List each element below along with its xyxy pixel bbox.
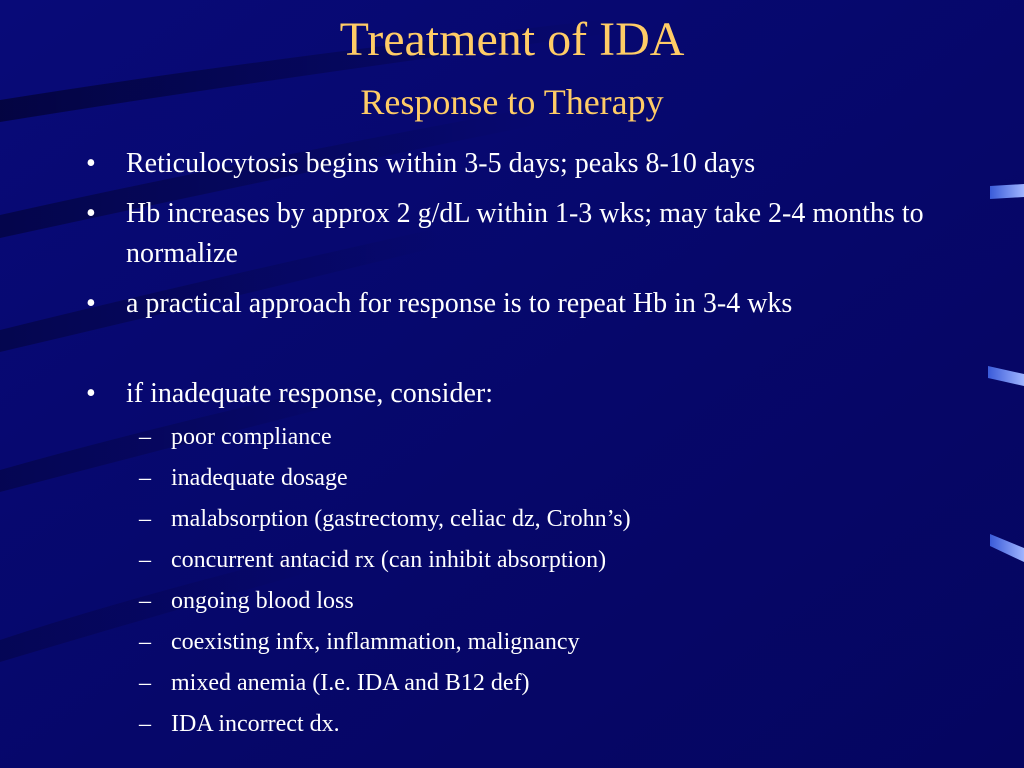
bullet-marker: • <box>86 378 96 409</box>
dash-marker: – <box>139 547 151 573</box>
sub-bullet-text: IDA incorrect dx. <box>171 711 340 737</box>
bullet-item <box>86 194 946 274</box>
sub-bullet-item <box>139 585 931 617</box>
sub-bullet-item <box>139 503 931 535</box>
dash-marker: – <box>139 629 151 655</box>
sub-bullet-text: coexisting infx, inflammation, malignancy <box>171 629 580 655</box>
sub-bullet-item <box>139 462 931 494</box>
dash-marker: – <box>139 424 151 450</box>
dash-marker: – <box>139 506 151 532</box>
dash-marker: – <box>139 670 151 696</box>
bullet-text: Reticulocytosis begins within 3-5 days; peaks 8-10 days <box>126 148 756 179</box>
bullet-text: a practical approach for response is to repeat Hb in 3-4 wks <box>126 288 793 319</box>
sub-bullet-item <box>139 626 931 658</box>
sub-bullet-text: ongoing blood loss <box>171 588 354 614</box>
slide-subtitle: Response to Therapy <box>360 82 664 122</box>
sub-bullet-item <box>139 708 931 740</box>
bullet-marker: • <box>86 288 96 319</box>
slide-title: Treatment of IDA <box>339 13 685 66</box>
sub-bullet-item <box>139 544 931 576</box>
sub-bullet-text: mixed anemia (I.e. IDA and B12 def) <box>171 670 530 696</box>
sub-bullet-text: concurrent antacid rx (can inhibit absorption) <box>171 547 607 573</box>
bullet-marker: • <box>86 198 96 229</box>
bullet-item <box>86 144 946 184</box>
dash-marker: – <box>139 465 151 491</box>
sub-bullet-text: poor compliance <box>171 424 332 450</box>
bullet-text: if inadequate response, consider: <box>126 378 493 409</box>
dash-marker: – <box>139 711 151 737</box>
sub-bullet-text: inadequate dosage <box>171 465 348 491</box>
bullet-text: Hb increases by approx 2 g/dL within 1-3 wks; may take 2-4 months to normalize <box>126 198 924 269</box>
sub-bullet-text: malabsorption (gastrectomy, celiac dz, Crohn’s) <box>171 506 631 532</box>
sub-bullet-item <box>139 667 931 699</box>
bullet-item <box>86 374 946 414</box>
dash-marker: – <box>139 588 151 614</box>
bullet-marker: • <box>86 148 96 179</box>
sub-bullet-item <box>139 421 931 453</box>
bullet-item <box>86 284 946 324</box>
